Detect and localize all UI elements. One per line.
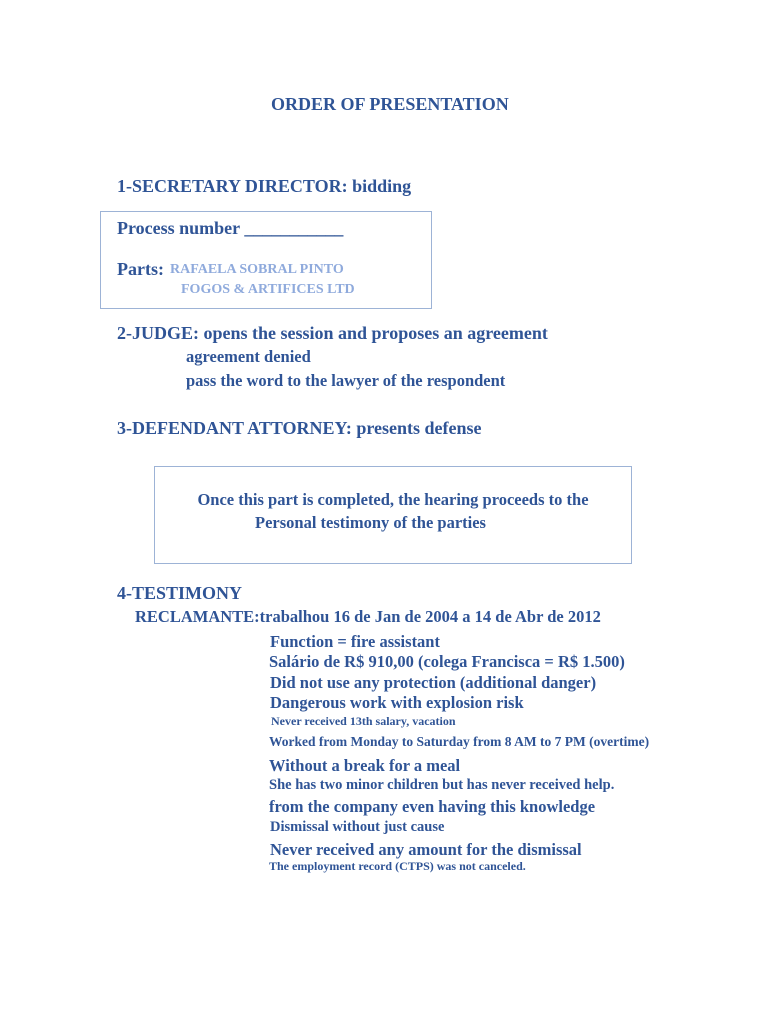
section-1-heading: 1-SECRETARY DIRECTOR: bidding (117, 176, 412, 196)
parts-label: Parts: (117, 259, 164, 279)
section-2-line-pass-word: pass the word to the lawyer of the respondent (186, 371, 506, 390)
testimony-line: Never received any amount for the dismissal (270, 840, 582, 859)
process-number-label: Process number ___________ (117, 218, 344, 238)
testimony-line: Dangerous work with explosion risk (270, 693, 524, 712)
section-2-line-agreement-denied: agreement denied (186, 347, 311, 366)
testimony-line: Worked from Monday to Saturday from 8 AM to 7 PM (overtime) (269, 734, 650, 749)
testimony-line: Dismissal without just cause (270, 819, 445, 835)
testimony-line: The employment record (CTPS) was not canceled. (269, 859, 526, 873)
testimony-line: Salário de R$ 910,00 (colega Francisca = R$ 1.500) (269, 652, 625, 671)
testimony-line: Without a break for a meal (269, 756, 461, 775)
hearing-note-line-2: Personal testimony of the parties (255, 513, 486, 532)
hearing-note-line-1: Once this part is completed, the hearing proceeds to the (197, 490, 589, 509)
document-title: ORDER OF PRESENTATION (271, 94, 509, 114)
testimony-line: Never received 13th salary, vacation (271, 714, 456, 728)
section-4-heading: 4-TESTIMONY (117, 583, 243, 603)
claimant-employment-period: RECLAMANTE:trabalhou 16 de Jan de 2004 a 14 de Abr de 2012 (135, 607, 601, 626)
section-2-heading: 2-JUDGE: opens the session and proposes an agreement (117, 323, 548, 343)
testimony-line: from the company even having this knowledge (269, 797, 596, 816)
testimony-line: She has two minor children but has never received help. (269, 777, 615, 793)
section-3-heading: 3-DEFENDANT ATTORNEY: presents defense (117, 418, 482, 438)
party-claimant-name: RAFAELA SOBRAL PINTO (170, 262, 344, 277)
party-respondent-name: FOGOS & ARTIFICES LTD (181, 282, 355, 297)
testimony-line: Did not use any protection (additional danger) (270, 673, 597, 692)
testimony-line: Function = fire assistant (270, 632, 440, 651)
